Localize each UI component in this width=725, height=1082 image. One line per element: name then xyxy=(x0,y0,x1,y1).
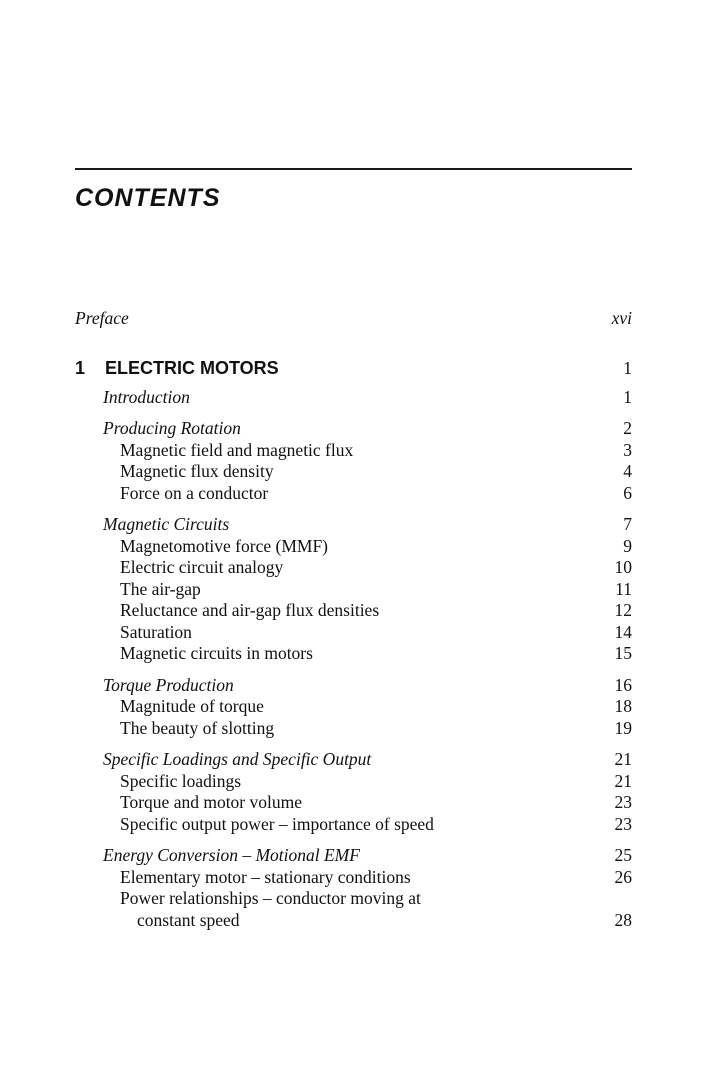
toc-subentry-label: Magnetomotive force (MMF) xyxy=(120,535,329,556)
toc-section-label: Energy Conversion – Motional EMF xyxy=(103,845,360,865)
toc-chapter-1[interactable] xyxy=(75,356,632,380)
toc-subentry-continuation[interactable] xyxy=(75,910,632,932)
toc-subentry[interactable] xyxy=(75,814,632,836)
toc-subentry[interactable] xyxy=(75,557,632,579)
toc-page-number: 4 xyxy=(623,461,632,481)
toc-subentry[interactable] xyxy=(75,867,632,889)
toc-subentry-label: Magnetic flux density xyxy=(120,461,274,481)
toc-page-number: 16 xyxy=(614,674,632,695)
toc-page-number: 21 xyxy=(614,770,632,791)
toc-page-number: 28 xyxy=(614,909,632,930)
toc-subentry[interactable] xyxy=(75,643,632,665)
toc-subentry-label: Specific loadings xyxy=(120,770,242,791)
page-title: CONTENTS xyxy=(75,184,221,212)
toc-subentry-label: Saturation xyxy=(120,621,192,642)
toc-page-number: 23 xyxy=(614,813,632,834)
toc-section-introduction[interactable] xyxy=(75,387,632,409)
toc-section-label: Specific Loadings and Specific Output xyxy=(103,749,372,769)
toc-page-number: 3 xyxy=(623,439,632,460)
toc-subentry-label: Specific output power – importance of speed xyxy=(120,813,434,834)
toc-page-number: 19 xyxy=(614,717,632,738)
toc-page-number: 1 xyxy=(623,357,632,378)
toc-subentry-label: Magnitude of torque xyxy=(120,696,264,716)
toc-section-label: Torque Production xyxy=(103,674,234,695)
toc-subentry[interactable] xyxy=(75,536,632,558)
toc-page-number: 21 xyxy=(614,749,632,769)
toc-subentry-label: Magnetic field and magnetic flux xyxy=(120,439,354,460)
toc-subentry-label: Power relationships – conductor moving at xyxy=(120,888,421,908)
toc-subentry[interactable] xyxy=(75,696,632,718)
header-rule xyxy=(75,168,632,170)
toc-subentry-label: The air-gap xyxy=(120,578,201,599)
toc-page-number: 2 xyxy=(623,418,632,438)
toc-subentry[interactable] xyxy=(75,483,632,505)
chapter-number: 1 xyxy=(75,357,86,378)
toc-section-producing-rotation[interactable] xyxy=(75,418,632,440)
toc-page-number: 11 xyxy=(615,578,632,599)
toc-section-specific-loadings[interactable] xyxy=(75,749,632,771)
toc-subentry[interactable] xyxy=(75,622,632,644)
toc-page-number: 23 xyxy=(614,792,632,812)
chapter-title: ELECTRIC MOTORS xyxy=(105,357,279,378)
toc-subentry[interactable] xyxy=(75,600,632,622)
toc-section-energy-conversion[interactable] xyxy=(75,845,632,867)
toc-section-label: Magnetic Circuits xyxy=(103,514,230,534)
toc-section-label: Producing Rotation xyxy=(103,418,241,438)
toc-section-label: Introduction xyxy=(103,386,190,407)
toc-subentry[interactable] xyxy=(75,461,632,483)
toc-page-number: xvi xyxy=(611,308,632,328)
toc-subentry-label: The beauty of slotting xyxy=(120,717,275,738)
toc-subentry-label: Torque and motor volume xyxy=(120,792,302,812)
toc-page-number: 9 xyxy=(623,535,632,556)
toc-page-number: 12 xyxy=(614,600,632,620)
toc-subentry-label: Force on a conductor xyxy=(120,482,269,503)
toc-subentry-label: Elementary motor – stationary conditions xyxy=(120,866,411,887)
toc-entry-preface[interactable] xyxy=(75,308,632,330)
toc-page-number: 15 xyxy=(614,643,632,663)
toc-subentry[interactable] xyxy=(75,579,632,601)
toc-subentry-label: Reluctance and air-gap flux densities xyxy=(120,600,380,620)
toc-page-number: 6 xyxy=(623,482,632,503)
toc-subentry-label: constant speed xyxy=(137,909,240,930)
toc-section-magnetic-circuits[interactable] xyxy=(75,514,632,536)
toc-section-torque-production[interactable] xyxy=(75,675,632,697)
toc-page-number: 18 xyxy=(614,696,632,716)
toc-page-number: 1 xyxy=(623,386,632,407)
toc-page-number: 25 xyxy=(614,845,632,865)
toc-subentry[interactable] xyxy=(75,888,632,910)
toc-page-number: 14 xyxy=(614,621,632,642)
toc-subentry-label: Electric circuit analogy xyxy=(120,557,284,577)
toc-chapter-heading xyxy=(75,356,279,380)
toc-subentry[interactable] xyxy=(75,771,632,793)
toc-page-number: 10 xyxy=(614,557,632,577)
toc-page-number: 26 xyxy=(614,866,632,887)
toc-subentry[interactable] xyxy=(75,718,632,740)
table-of-contents xyxy=(75,308,632,931)
toc-subentry[interactable] xyxy=(75,792,632,814)
toc-page-number: 7 xyxy=(623,514,632,534)
toc-entry-label: Preface xyxy=(75,308,129,328)
toc-subentry[interactable] xyxy=(75,440,632,462)
toc-subentry-label: Magnetic circuits in motors xyxy=(120,643,313,663)
